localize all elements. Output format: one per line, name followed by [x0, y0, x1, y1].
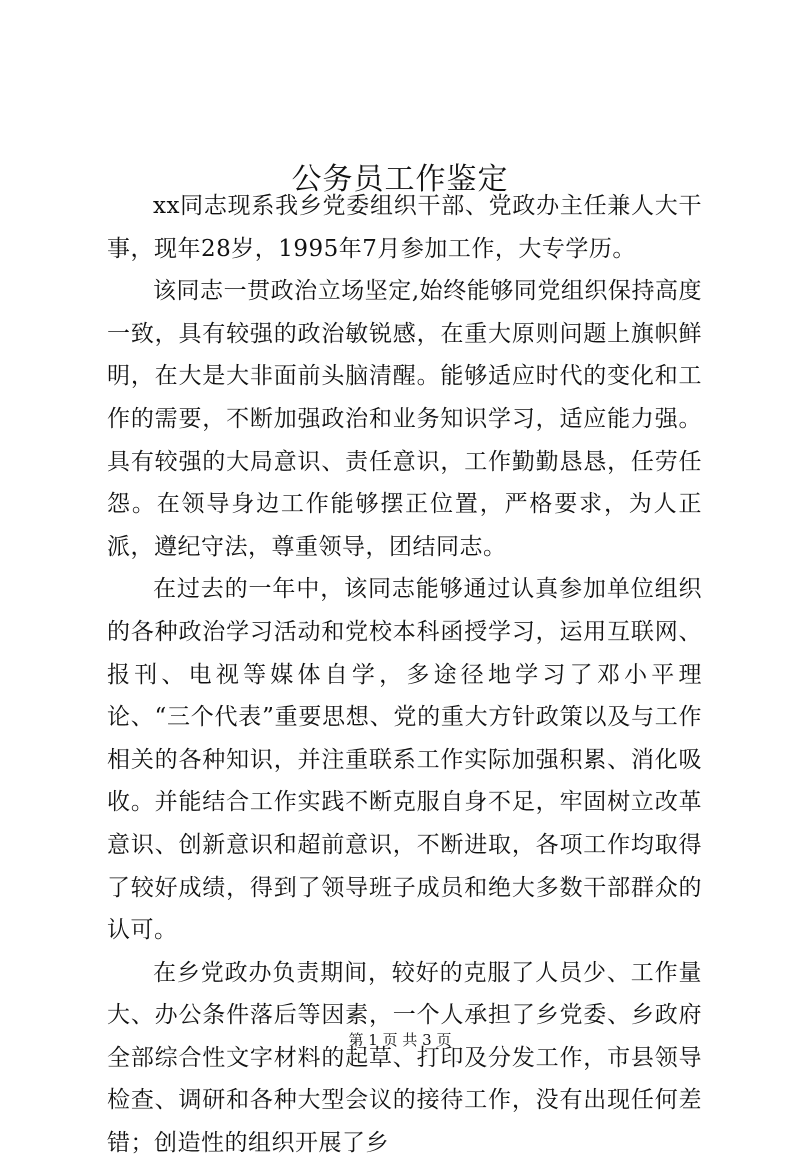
paragraph-political-stance: 该同志一贯政治立场坚定,始终能够同党组织保持高度一致，具有较强的政治敏锐感，在重大原则问题上旗帜鲜明，在大是大非面前头脑清醒。能够适应时代的变化和工作的需要，不断加强政治和业务知识学习，适应能力强。具有较强的大局意识、责任意识，工作勤勤恳恳，任劳任怨。在领导身边工作能够摆正位置，严格要求，为人正派，遵纪守法，尊重领导，团结同志。 [107, 278, 702, 560]
document-body [107, 185, 702, 1165]
paragraph-intro: xx同志现系我乡党委组织干部、党政办主任兼人大干事，现年28岁，1995年7月参加工作，大专学历。 [107, 193, 702, 262]
page-indicator: 第 1 页 共 3 页 [348, 1031, 452, 1049]
document-title: 公务员工作鉴定 [291, 162, 509, 198]
paragraph-office-work: 在乡党政办负责期间，较好的克服了人员少、工作量大、办公条件落后等因素，一个人承担了乡党委、乡政府全部综合性文字材料的起草、打印及分发工作，市县领导检查、调研和各种大型会议的接待工作，没有出现任何差错；创造性的组织开展了乡 [107, 959, 702, 1157]
paragraph-study: 在过去的一年中，该同志能够通过认真参加单位组织的各种政治学习活动和党校本科函授学习，运用互联网、报刊、电视等媒体自学，多途径地学习了邓小平理论、“三个代表”重要思想、党的重大方针政策以及与工作相关的各种知识，并注重联系工作实际加强积累、消化吸收。并能结合工作实践不断克服自身不足，牢固树立改革意识、创新意识和超前意识，不断进取，各项工作均取得了较好成绩，得到了领导班子成员和绝大多数干部群众的认可。 [107, 576, 702, 944]
